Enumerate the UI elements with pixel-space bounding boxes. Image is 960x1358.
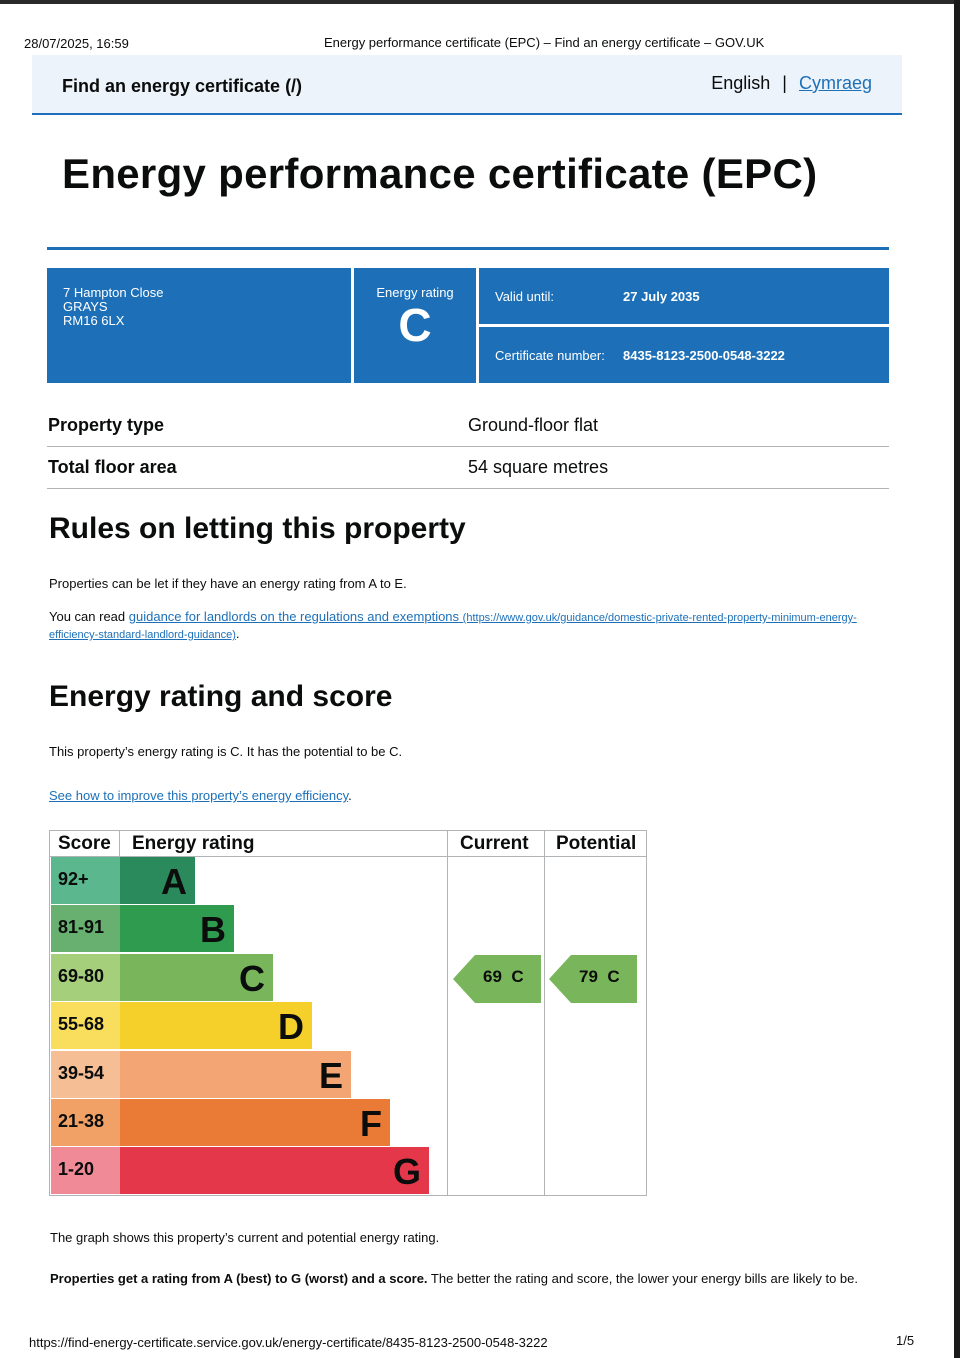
band-score: 21-38 bbox=[51, 1099, 120, 1146]
band-bar-a: A bbox=[120, 857, 195, 904]
address-line: RM16 6LX bbox=[63, 313, 125, 328]
letting-guidance-paragraph bbox=[49, 609, 869, 643]
improve-efficiency-link[interactable]: See how to improve this property’s energy efficiency bbox=[49, 788, 349, 803]
landlord-guidance-url-cont: efficiency-standard-landlord-guidance) bbox=[49, 629, 236, 641]
band-score: 39-54 bbox=[51, 1051, 120, 1098]
chart-divider bbox=[544, 831, 545, 1195]
certificate-number-label: Certificate number: bbox=[495, 347, 605, 363]
improve-paragraph bbox=[49, 788, 352, 803]
lang-separator: | bbox=[782, 73, 787, 93]
valid-until-label: Valid until: bbox=[495, 288, 555, 304]
band-bar-d: D bbox=[120, 1002, 312, 1049]
service-header bbox=[32, 55, 902, 115]
chart-header-current: Current bbox=[460, 833, 529, 854]
print-page-number: 1/5 bbox=[896, 1333, 915, 1348]
energy-rating-block bbox=[354, 268, 476, 383]
property-facts bbox=[47, 405, 889, 489]
fact-label: Property type bbox=[48, 415, 165, 435]
energy-rating-letter: C bbox=[398, 299, 432, 351]
fact-label: Total floor area bbox=[48, 457, 177, 477]
address-line: GRAYS bbox=[63, 299, 108, 314]
band-score: 55-68 bbox=[51, 1002, 120, 1049]
print-title: Energy performance certificate (EPC) – Find an energy certificate – GOV.UK bbox=[324, 35, 765, 50]
landlord-guidance-url: (https://www.gov.uk/guidance/domestic-private-rented-property-minimum-energy- bbox=[462, 612, 857, 624]
certificate-meta bbox=[479, 268, 889, 383]
chart-divider bbox=[119, 831, 120, 857]
band-bar-e: E bbox=[120, 1051, 351, 1098]
fact-value: 54 square metres bbox=[468, 457, 609, 477]
lang-english: English bbox=[711, 73, 771, 93]
chart-caption: The graph shows this property’s current and potential energy rating. bbox=[50, 1230, 440, 1245]
valid-until-value: 27 July 2035 bbox=[623, 288, 700, 304]
landlord-guidance-link[interactable] bbox=[49, 609, 857, 641]
band-score: 92+ bbox=[51, 857, 120, 904]
chart-header-score: Score bbox=[58, 833, 111, 854]
epc-rating-chart bbox=[49, 830, 647, 1196]
scan-border-top bbox=[0, 0, 960, 4]
guidance-suffix: . bbox=[235, 626, 240, 641]
band-bar-b: B bbox=[120, 905, 234, 952]
band-score: 81-91 bbox=[51, 905, 120, 952]
page-title: Energy performance certificate (EPC) bbox=[62, 150, 818, 197]
scan-border-right bbox=[954, 0, 960, 1358]
address-line: 7 Hampton Close bbox=[63, 285, 164, 300]
chart-header-potential: Potential bbox=[556, 833, 637, 854]
energy-rating-heading: Energy rating and score bbox=[49, 680, 393, 713]
chart-header-energy-rating: Energy rating bbox=[132, 833, 255, 854]
guidance-prefix: You can read bbox=[49, 609, 129, 624]
energy-rating-paragraph: This property’s energy rating is C. It has the potential to be C. bbox=[49, 744, 403, 759]
landlord-guidance-link-text: guidance for landlords on the regulations and exemptions bbox=[128, 609, 460, 624]
language-switcher bbox=[711, 73, 872, 94]
current-rating-label: 69 C bbox=[483, 966, 524, 986]
chart-divider bbox=[447, 831, 448, 1195]
valid-until-row bbox=[479, 268, 889, 324]
energy-rating-label: Energy rating bbox=[376, 285, 454, 300]
print-date: 28/07/2025, 16:59 bbox=[24, 36, 129, 51]
band-score: 69-80 bbox=[51, 954, 120, 1001]
fact-row-floor-area bbox=[47, 447, 889, 489]
potential-rating-label: 79 C bbox=[579, 966, 620, 986]
band-bar-f: F bbox=[120, 1099, 390, 1146]
service-name-link[interactable]: Find an energy certificate (/) bbox=[62, 76, 303, 96]
band-score: 1-20 bbox=[51, 1147, 120, 1194]
band-bar-c: C bbox=[120, 954, 273, 1001]
certificate-number-row bbox=[479, 327, 889, 383]
rating-explanation bbox=[50, 1271, 930, 1286]
address-block bbox=[47, 268, 351, 383]
improve-suffix: . bbox=[348, 788, 352, 803]
letting-heading: Rules on letting this property bbox=[49, 512, 466, 545]
epc-summary-panel bbox=[47, 268, 889, 383]
title-divider bbox=[47, 247, 889, 250]
certificate-number-value: 8435-8123-2500-0548-3222 bbox=[623, 347, 785, 363]
fact-value: Ground-floor flat bbox=[468, 415, 599, 435]
lang-welsh-link[interactable]: Cymraeg bbox=[798, 73, 872, 93]
print-url: https://find-energy-certificate.service.gov.uk/energy-certificate/8435-8123-2500-0548-3222 bbox=[29, 1335, 548, 1350]
band-bar-g: G bbox=[120, 1147, 429, 1194]
rating-explanation-bold: Properties get a rating from A (best) to G (worst) and a score. bbox=[50, 1271, 428, 1286]
letting-paragraph: Properties can be let if they have an energy rating from A to E. bbox=[49, 576, 407, 591]
fact-row-property-type bbox=[47, 405, 889, 447]
rating-explanation-rest: The better the rating and score, the lower your energy bills are likely to be. bbox=[427, 1271, 858, 1286]
